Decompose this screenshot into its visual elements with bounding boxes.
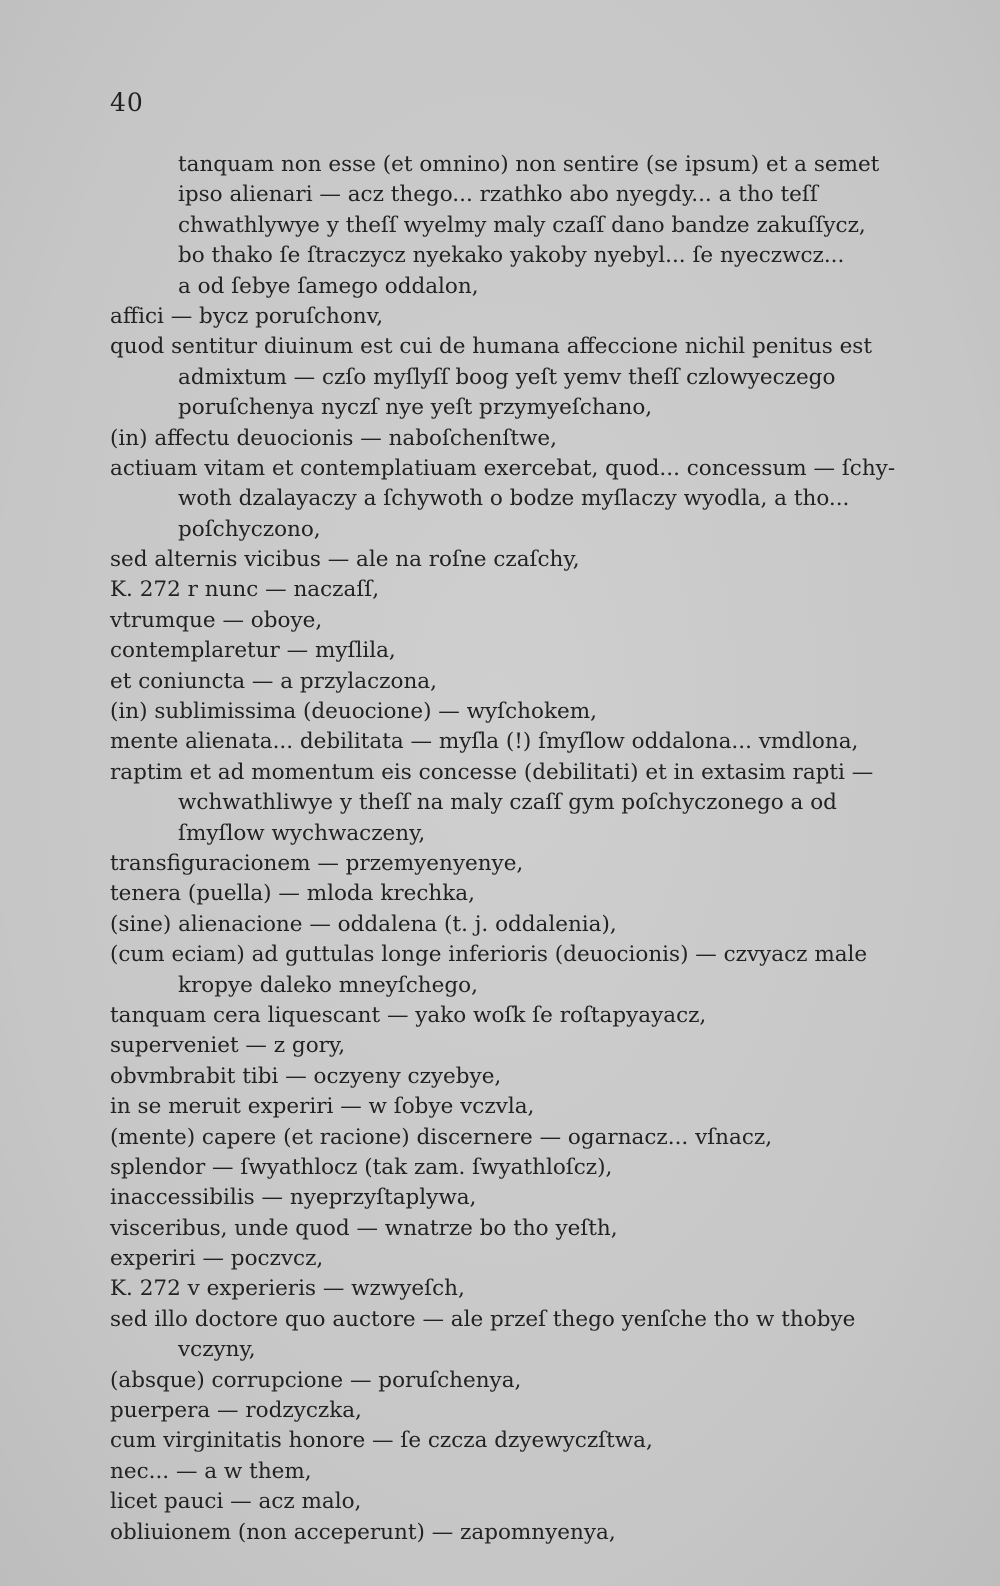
text-line: tenera (puella) — mloda krechka, — [110, 881, 475, 907]
text-line: tanquam cera liquescant — yako woſk ſe roſtapyayacz, — [110, 1002, 707, 1028]
text-line: (in) affectu deuocionis — naboſchenſtwe, — [110, 425, 557, 451]
text-line: admixtum — czſo myſlyſſ boog yeſt yemv theſſ czlowyeczego — [178, 364, 836, 390]
text-line: cum virginitatis honore — ſe czcza dzyewyczſtwa, — [110, 1428, 653, 1454]
text-line: affici — bycz poruſchonv, — [110, 303, 384, 329]
text-line: sed alternis vicibus — ale na roſne czaſchy, — [110, 547, 580, 573]
text-line: actiuam vitam et contemplatiuam exercebat, quod... concessum — ſchy- — [110, 455, 896, 481]
text-line: licet pauci — acz malo, — [110, 1489, 362, 1515]
text-line: in se meruit experiri — w ſobye vczvla, — [110, 1094, 535, 1120]
text-line: K. 272 v experieris — wzwyeſch, — [110, 1276, 465, 1302]
text-line: nec... — a w them, — [110, 1458, 312, 1484]
text-line: experiri — poczvcz, — [110, 1246, 324, 1272]
text-line: (cum eciam) ad guttulas longe inferioris (deuocionis) — czvyacz male — [110, 942, 868, 968]
text-line: inaccessibilis — nyeprzyſtaplywa, — [110, 1185, 477, 1211]
text-line: superveniet — z gory, — [110, 1033, 346, 1059]
text-line: poruſchenya nyczſ nye yeſt przymyeſchano, — [178, 395, 653, 421]
text-line: visceribus, unde quod — wnatrze bo tho yeſth, — [110, 1215, 618, 1241]
text-line: (in) sublimissima (deuocione) — wyſchokem, — [110, 699, 597, 725]
text-line: K. 272 r nunc — naczaſſ, — [110, 577, 380, 603]
text-line: (sine) alienacione — oddalena (t. j. oddalenia), — [110, 911, 617, 937]
text-line: vtrumque — oboye, — [110, 607, 323, 633]
text-line: sed illo doctore quo auctore — ale przeſ thego yenſche tho w thobye — [110, 1306, 856, 1332]
text-line: woth dzalayaczy a ſchywoth o bodze myſlaczy wyodla, a tho... — [178, 486, 850, 512]
text-line: transfiguracionem — przemyenyenye, — [110, 850, 524, 876]
text-line: bo thako ſe ſtraczycz nyekako yakoby nyebyl... ſe nyeczwcz... — [178, 243, 845, 269]
text-line: splendor — ſwyathlocz (tak zam. ſwyathloſcz), — [110, 1154, 613, 1180]
text-line: poſchyczono, — [178, 516, 321, 542]
text-line: a od ſebye ſamego oddalon, — [178, 273, 479, 299]
text-line: et coniuncta — a przylaczona, — [110, 668, 437, 694]
text-line: (mente) capere (et racione) discernere — ogarnacz... vſnacz, — [110, 1124, 773, 1150]
text-line: ſmyſlow wychwaczeny, — [178, 820, 426, 846]
text-line: (absque) corrupcione — poruſchenya, — [110, 1367, 522, 1393]
glossary-text — [110, 150, 930, 1548]
text-line: tanquam non esse (et omnino) non sentire (se ipsum) et a semet — [178, 152, 880, 177]
text-line: puerpera — rodzyczka, — [110, 1398, 362, 1424]
text-line: obvmbrabit tibi — oczyeny czyebye, — [110, 1063, 502, 1089]
text-line: vczyny, — [178, 1337, 256, 1363]
text-line: mente alienata... debilitata — myſla (!) ſmyſlow oddalona... vmdlona, — [110, 729, 859, 755]
text-line: chwathlywye y theſſ wyelmy maly czaſſ dano bandze zakuſſycz, — [178, 212, 866, 238]
text-line: obliuionem (non acceperunt) — zapomnyenya, — [110, 1519, 616, 1545]
text-line: kropye daleko mneyſchego, — [178, 972, 478, 998]
text-line: wchwathliwye y theſſ na maly czaſſ gym poſchyczonego a od — [178, 790, 837, 816]
text-line: quod sentitur diuinum est cui de humana affeccione nichil penitus est — [110, 334, 872, 360]
text-line: raptim et ad momentum eis concesse (debilitati) et in extasim rapti — — [110, 759, 874, 785]
text-line: ipso alienari — acz thego... rzathko abo nyegdy... a tho teſſ — [178, 182, 818, 208]
text-line: contemplaretur — myſlila, — [110, 638, 396, 664]
page-number: 40 — [110, 88, 144, 117]
